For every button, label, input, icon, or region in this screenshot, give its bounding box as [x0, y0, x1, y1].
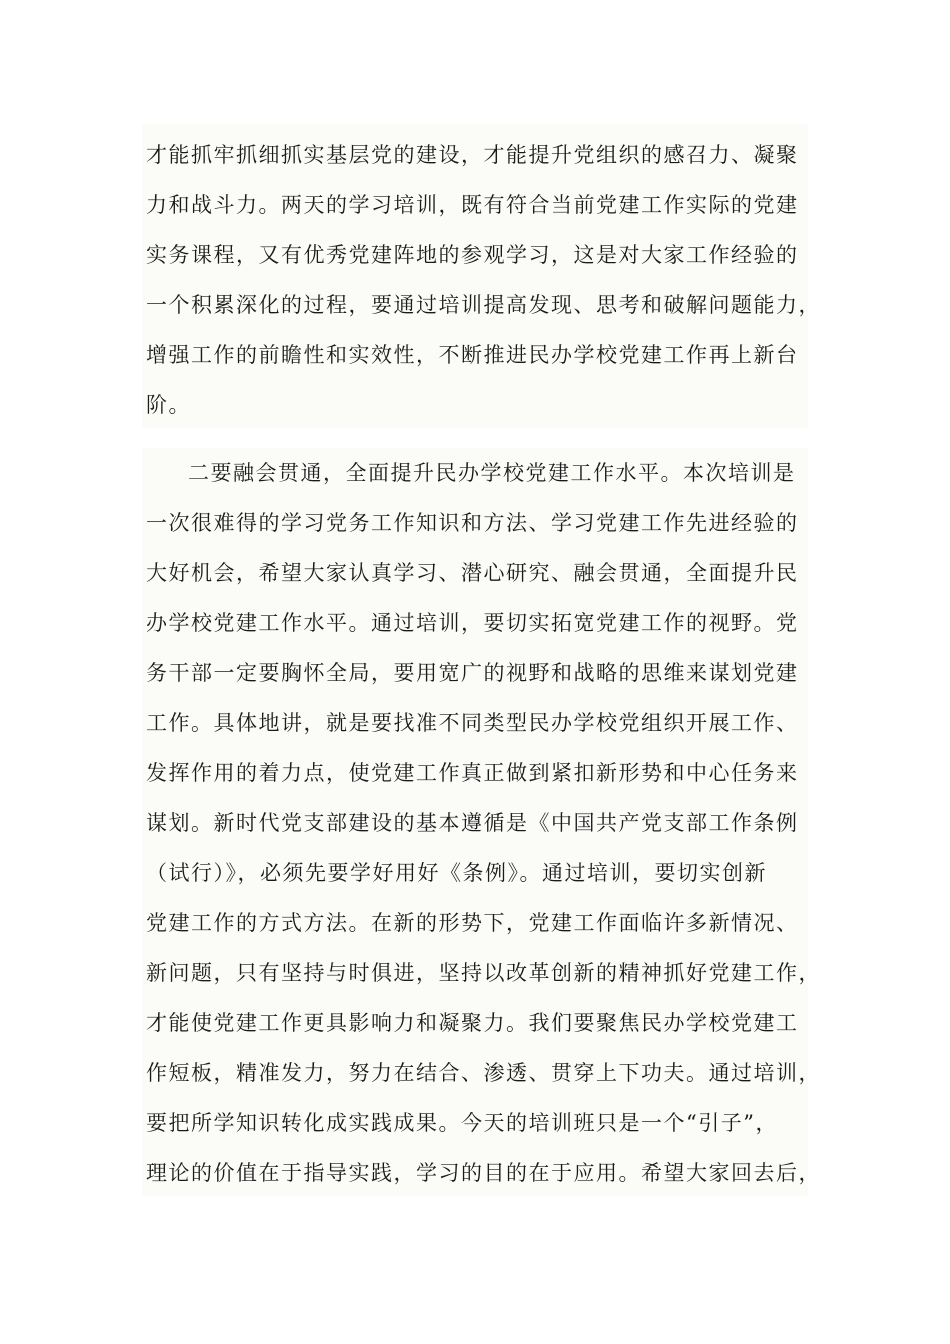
paragraph-1-line: 力和战斗力。两天的学习培训，既有符合当前党建工作实际的党建	[146, 193, 799, 217]
paragraph-2-line: 发挥作用的着力点，使党建工作真正做到紧扣新形势和中心任务来	[146, 761, 799, 785]
paragraph-2-line: 一次很难得的学习党务工作知识和方法、学习党建工作先进经验的	[146, 511, 799, 535]
paragraph-2	[142, 448, 821, 1196]
paragraph-2-line: （试行）》，必须先要学好用好《条例》。通过培训，要切实创新	[146, 861, 767, 885]
paragraph-1	[142, 124, 821, 428]
paragraph-2-line: 谋划。新时代党支部建设的基本遵循是《中国共产党支部工作条例	[146, 811, 799, 835]
paragraph-2-line: 务干部一定要胸怀全局，要用宽广的视野和战略的思维来谋划党建	[146, 661, 799, 685]
paragraph-2-line: 工作。具体地讲，就是要找准不同类型民办学校党组织开展工作、	[146, 711, 799, 735]
paragraph-1-line: 增强工作的前瞻性和实效性，不断推进民办学校党建工作再上新台	[146, 343, 799, 367]
paragraph-2-line: 党建工作的方式方法。在新的形势下，党建工作面临许多新情况、	[146, 911, 799, 935]
paragraph-2-line: 理论的价值在于指导实践，学习的目的在于应用。希望大家回去后，	[146, 1161, 821, 1185]
paragraph-2-line: 新问题，只有坚持与时俱进，坚持以改革创新的精神抓好党建工作，	[146, 961, 821, 985]
paragraph-1-line: 才能抓牢抓细抓实基层党的建设，才能提升党组织的感召力、凝聚	[146, 143, 799, 167]
paragraph-2-line: 作短板，精准发力，努力在结合、渗透、贯穿上下功夫。通过培训，	[146, 1061, 821, 1085]
paragraph-1-line: 实务课程，又有优秀党建阵地的参观学习，这是对大家工作经验的	[146, 243, 799, 267]
paragraph-2-line: 要把所学知识转化成实践成果。今天的培训班只是一个“引子”，	[146, 1111, 778, 1135]
paragraph-1-line: 一个积累深化的过程，要通过培训提高发现、思考和破解问题能力，	[146, 293, 821, 317]
paragraph-1-line: 阶。	[146, 393, 191, 417]
paragraph-2-line: 二要融会贯通，全面提升民办学校党建工作水平。本次培训是	[188, 461, 796, 485]
paragraph-2-line: 才能使党建工作更具影响力和凝聚力。我们要聚焦民办学校党建工	[146, 1011, 799, 1035]
paragraph-2-line: 办学校党建工作水平。通过培训，要切实拓宽党建工作的视野。党	[146, 611, 799, 635]
paragraph-2-line: 大好机会，希望大家认真学习、潜心研究、融会贯通，全面提升民	[146, 561, 799, 585]
